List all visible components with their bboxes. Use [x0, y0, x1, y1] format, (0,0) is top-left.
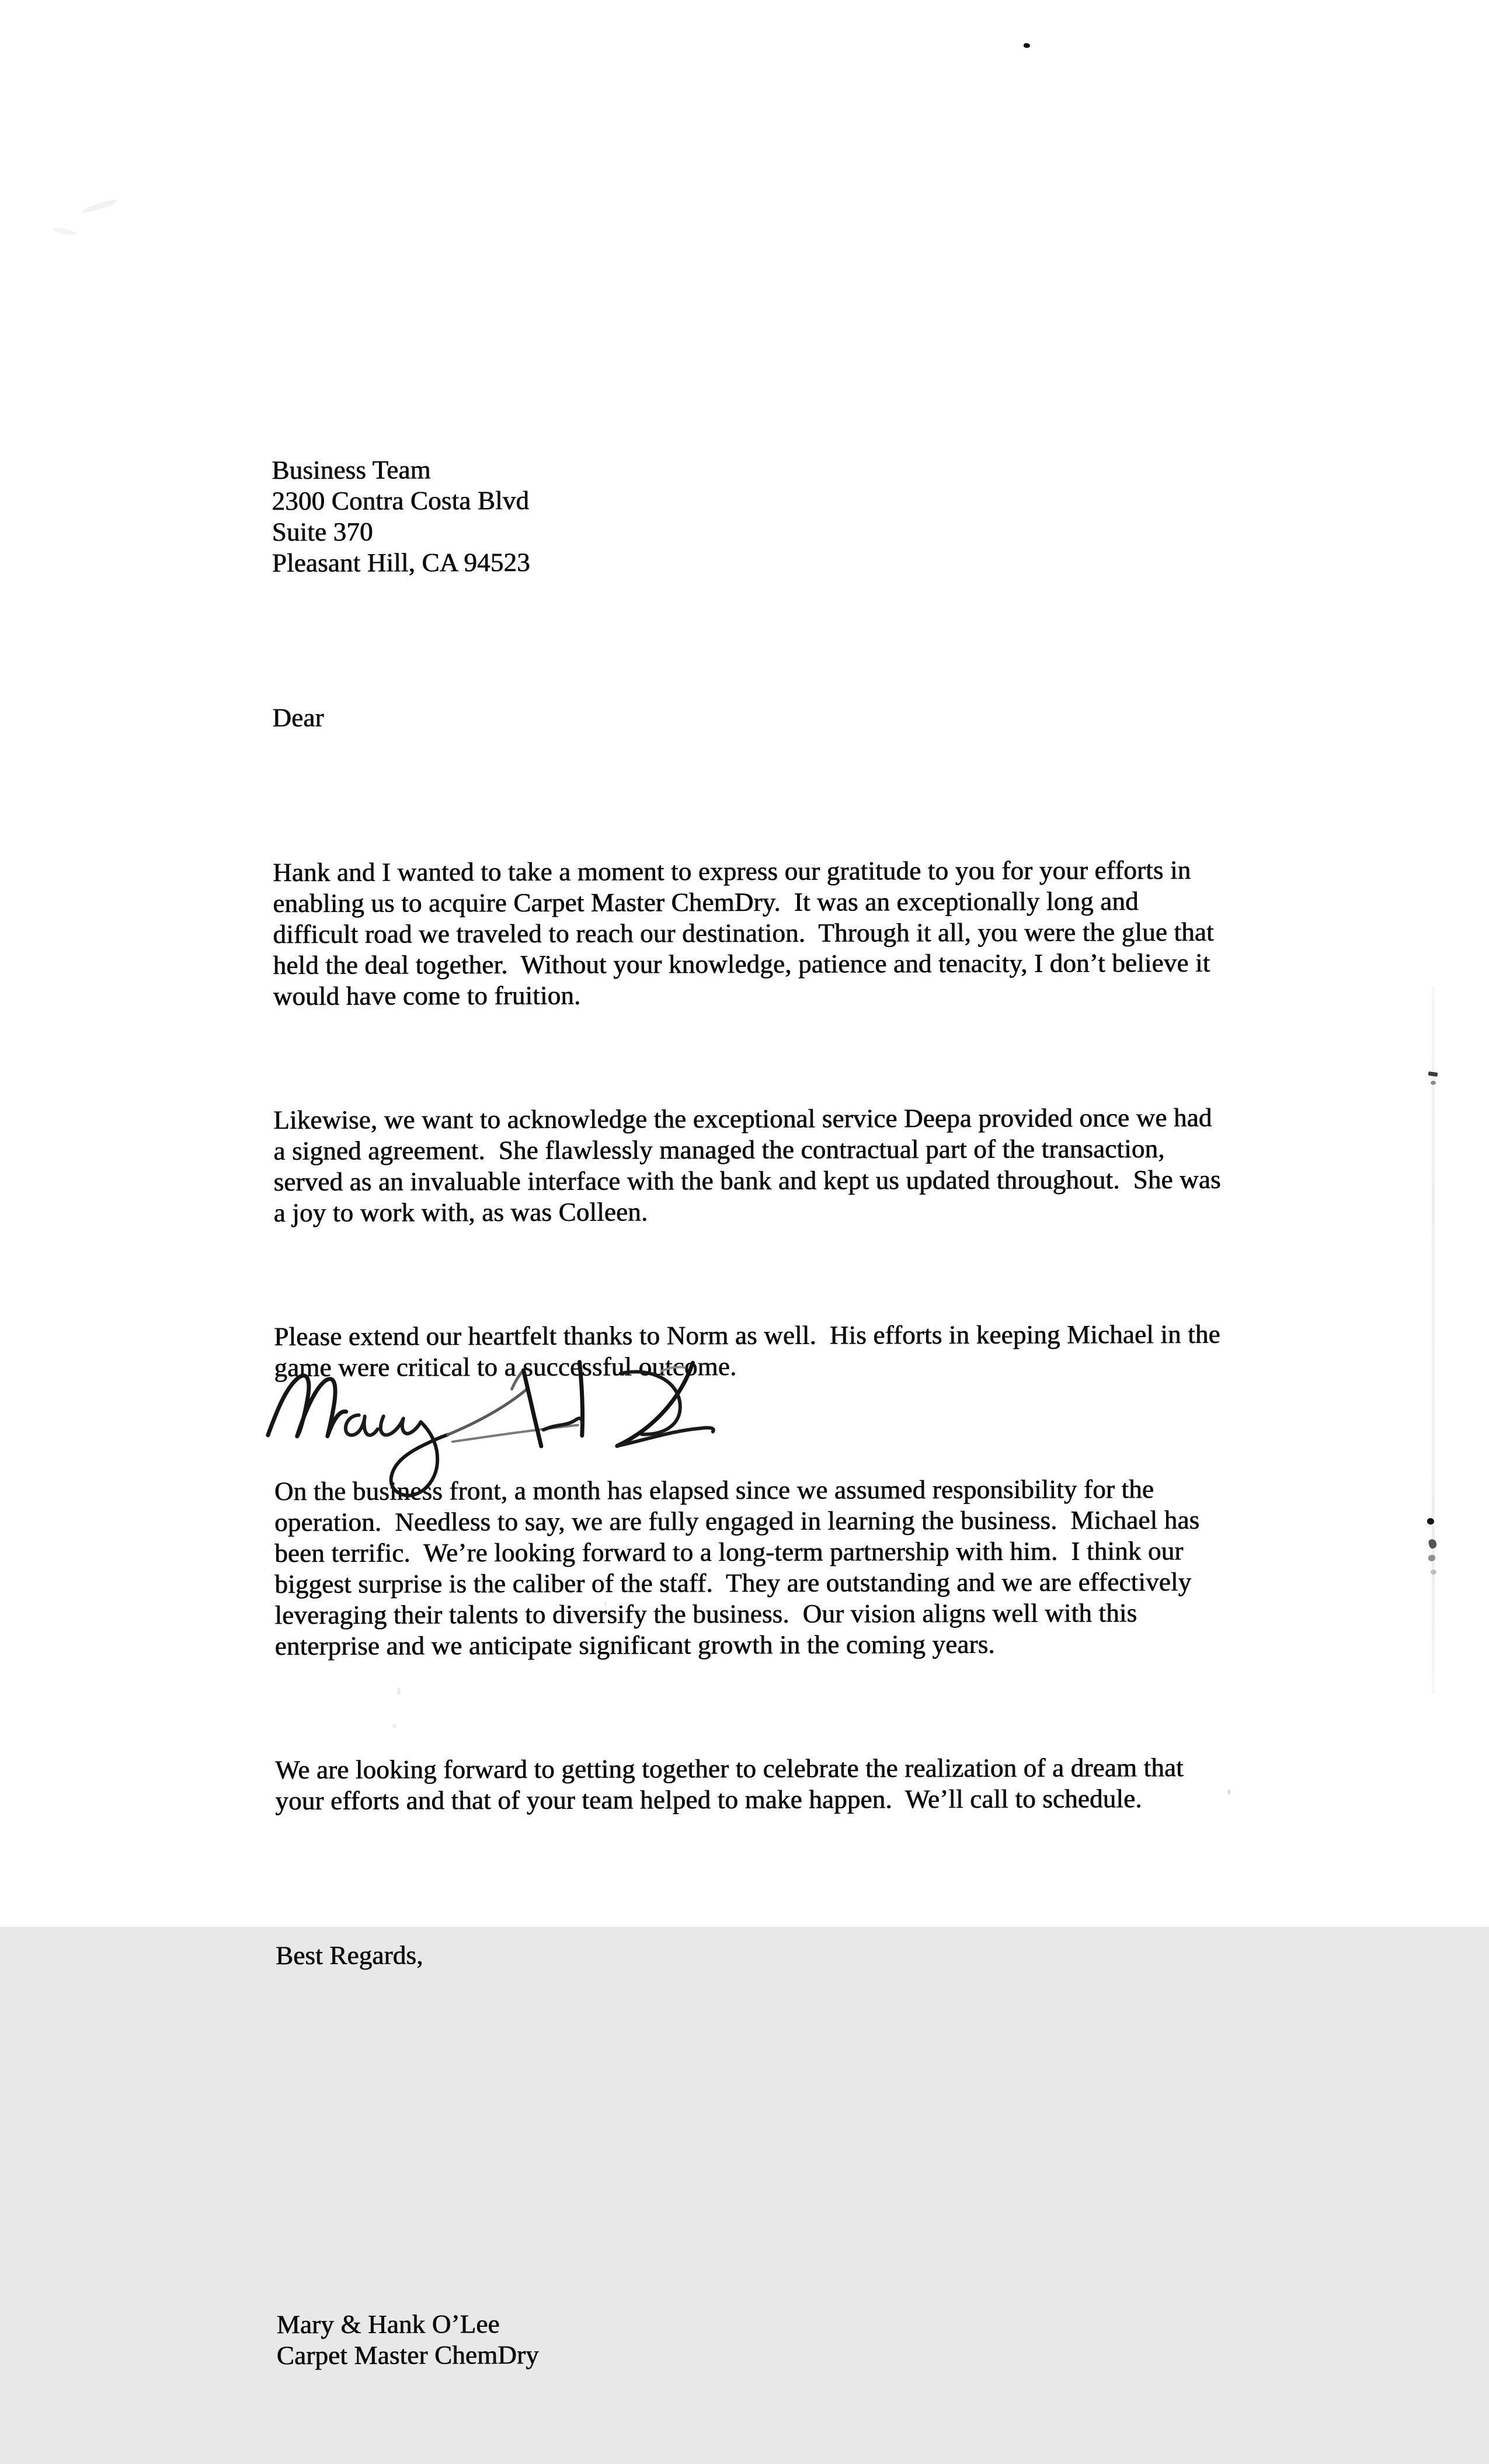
- paragraph: Likewise, we want to acknowledge the exceptional service Deepa provided once we had a signed agreement. She flawlessly managed the contractual part of the transaction, served as an invaluable interface with the bank and kept us updated throughout. She was a joy to work with, as was Colleen.: [273, 1102, 1221, 1227]
- signer-names: Mary & Hank O’Lee Carpet Master ChemDry: [276, 2309, 540, 2370]
- recipient-address: Business Team 2300 Contra Costa Blvd Suite 370 Pleasant Hill, CA 94523: [272, 455, 531, 577]
- letter-body: [272, 359, 1433, 2464]
- scan-speck: [1431, 1569, 1436, 1575]
- paragraph: On the business front, a month has elapsed since we assumed responsibility for the operation. Needless to say, we are fully engaged in learning the business. Michael has been terrific. We’re looking forward to a long-term partnership with him. I think our biggest surprise is the caliber of the staff. They are outstanding and we are effectively leveraging their talents to diversify the business. Our vision aligns well with this enterprise and we anticipate significant growth in the coming years.: [274, 1474, 1200, 1661]
- signature-handwriting: [259, 1353, 727, 1506]
- closing: Best Regards,: [276, 1940, 423, 1970]
- salutation: Dear: [272, 702, 324, 732]
- paragraph: Hank and I wanted to take a moment to express our gratitude to you for your efforts in enabling us to acquire Carpet Master ChemDry. It was an exceptionally long and difficult road we traveled to reach our destination. Through it all, you were the glue that held the deal together. Without your knowledge, patience and tenacity, I don’t believe it would have come to fruition.: [273, 855, 1214, 1011]
- paragraph: Please extend our heartfelt thanks to Norm as well. His efforts in keeping Michael in the game were critical to a successful outcome.: [274, 1319, 1220, 1382]
- signature-space: [276, 2092, 1432, 2185]
- scan-speck: [1431, 1081, 1436, 1085]
- scan-smudge: [53, 227, 78, 237]
- paragraph: We are looking forward to getting together to celebrate the realization of a dream that your efforts and that of your team helped to make happen. We’ll call to schedule.: [275, 1752, 1184, 1815]
- scan-speck: [1024, 43, 1030, 48]
- scan-smudge: [82, 198, 118, 215]
- scan-streak: [1432, 987, 1435, 1693]
